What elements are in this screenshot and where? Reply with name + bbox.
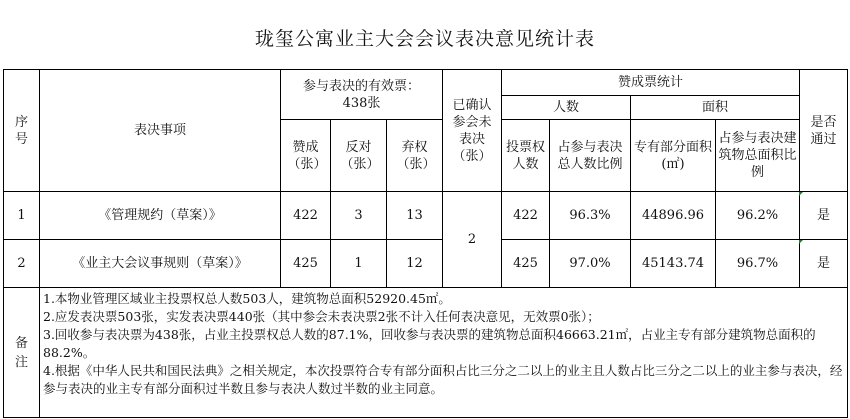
cell-comment-marker — [799, 192, 803, 196]
row-people-ratio: 96.3% — [550, 192, 631, 240]
row-voters: 425 — [502, 240, 550, 288]
row-area-ratio: 96.7% — [716, 240, 800, 288]
note-item: 4.根据《中华人民共和国民法典》之相关规定，本次投票符合专有部分面积占比三分之二以上的业主且人数占比三分之二以上的业主参与表决，经参与表决的业主专有部分面积过半数且参与表决人数过半数的业主同意。 — [43, 363, 843, 396]
header-private-area: 专有部分面积(㎡) — [631, 120, 716, 192]
confirmed-absent-value: 2 — [443, 192, 502, 288]
cell-comment-marker — [799, 240, 803, 244]
row-approve: 422 — [281, 192, 331, 240]
header-voters: 投票权人数 — [502, 120, 550, 192]
header-item: 表决事项 — [40, 70, 281, 192]
header-valid-votes: 参与表决的有效票：438张 — [281, 70, 443, 120]
header-oppose: 反对（张） — [331, 120, 387, 192]
row-oppose: 1 — [331, 240, 387, 288]
header-area: 面积 — [631, 96, 800, 120]
row-people-ratio: 97.0% — [550, 240, 631, 288]
row-abstain: 13 — [387, 192, 443, 240]
note-item: 1.本物业管理区域业主投票权总人数503人，建筑物总面积52920.45㎡。 — [43, 291, 451, 306]
row-approve: 425 — [281, 240, 331, 288]
notes-cell — [40, 288, 848, 418]
header-confirmed-absent: 已确认参会未表决（张） — [443, 70, 502, 192]
row-area-ratio: 96.2% — [716, 192, 800, 240]
row-oppose: 3 — [331, 192, 387, 240]
row-private-area: 45143.74 — [631, 240, 716, 288]
table-row — [4, 192, 848, 240]
notes-label: 备注 — [4, 288, 40, 418]
row-voters: 422 — [502, 192, 550, 240]
header-pass: 是否通过 — [800, 70, 848, 192]
vote-statistics-table — [3, 69, 848, 418]
header-approve: 赞成（张） — [281, 120, 331, 192]
row-seq: 2 — [4, 240, 40, 288]
row-pass: 是 — [800, 240, 848, 288]
row-item: 《管理规约（草案）》 — [40, 192, 281, 240]
header-area-ratio: 占参与表决建筑物总面积比例 — [716, 120, 800, 192]
header-people-ratio: 占参与表决总人数比例 — [550, 120, 631, 192]
row-item: 《业主大会议事规则（草案）》 — [40, 240, 281, 288]
note-item: 2.应发表决票503张，实发表决票440张（其中参会未表决票2张不计入任何表决意见，无效票0张）； — [43, 309, 600, 324]
header-abstain: 弃权（张） — [387, 120, 443, 192]
note-item: 3.回收参与表决票为438张，占业主投票权总人数的87.1%，回收参与表决票的建筑物总面积46663.21㎡，占业主专有部分建筑物总面积的88.2%。 — [43, 327, 816, 360]
row-abstain: 12 — [387, 240, 443, 288]
table-row — [4, 240, 848, 288]
row-private-area: 44896.96 — [631, 192, 716, 240]
document-title: 珑玺公寓业主大会会议表决意见统计表 — [254, 28, 595, 50]
header-approve-stats: 赞成票统计 — [502, 70, 800, 96]
row-pass: 是 — [800, 192, 848, 240]
header-seq: 序号 — [4, 70, 40, 192]
header-people: 人数 — [502, 96, 631, 120]
row-seq: 1 — [4, 192, 40, 240]
